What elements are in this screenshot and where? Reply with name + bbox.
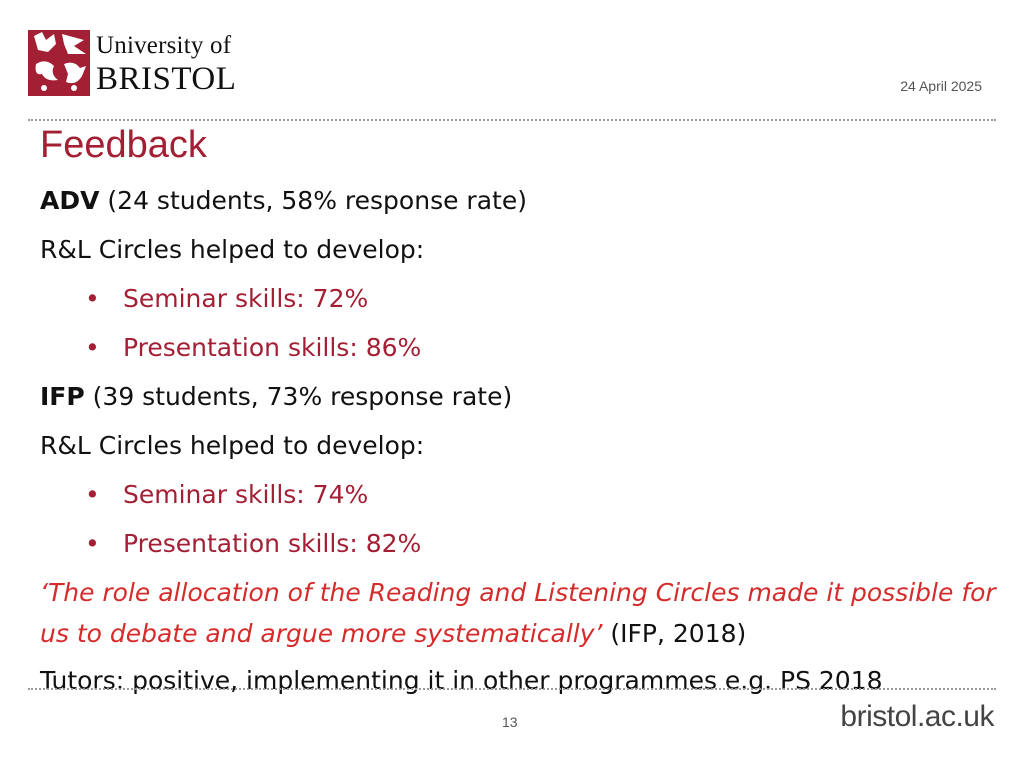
- slide-body: [40, 180, 1000, 709]
- ifp-label: IFP: [40, 382, 85, 411]
- university-logo: [28, 30, 248, 98]
- list-item: [40, 523, 1000, 572]
- tutors-note: Tutors: positive, implementing it in other programmes e.g. PS 2018: [40, 666, 883, 695]
- bullet-text: Seminar skills: 72%: [123, 284, 369, 313]
- footer-divider: [28, 688, 996, 690]
- bullet-text: Presentation skills: 82%: [123, 529, 422, 558]
- logo-text-university: University of: [96, 32, 232, 59]
- adv-heading: [40, 180, 1000, 229]
- bristol-crest-icon: [28, 30, 90, 96]
- ifp-heading: [40, 376, 1000, 425]
- footer-site: bristol.ac.uk: [840, 700, 994, 733]
- ifp-detail: (39 students, 73% response rate): [92, 382, 513, 411]
- quote-source: (IFP, 2018): [610, 619, 747, 648]
- bullet-text: Presentation skills: 86%: [123, 333, 422, 362]
- ifp-intro: R&L Circles helped to develop:: [40, 431, 425, 460]
- bullet-icon: •: [85, 480, 100, 509]
- adv-label: ADV: [40, 186, 100, 215]
- bullet-icon: •: [85, 529, 100, 558]
- bullet-icon: •: [85, 284, 100, 313]
- slide-date: 24 April 2025: [900, 78, 982, 94]
- list-item: [40, 327, 1000, 376]
- header-divider: [28, 119, 996, 121]
- slide-title: Feedback: [40, 124, 207, 166]
- adv-intro: R&L Circles helped to develop:: [40, 235, 425, 264]
- bullet-text: Seminar skills: 74%: [123, 480, 369, 509]
- quote-text: ‘The role allocation of the Reading and Listening Circles made it possible for us to debate and argue more systematically’: [40, 578, 996, 648]
- list-item: [40, 278, 1000, 327]
- student-quote: [40, 572, 1000, 660]
- list-item: [40, 474, 1000, 523]
- bullet-icon: •: [85, 333, 100, 362]
- adv-detail: (24 students, 58% response rate): [107, 186, 527, 215]
- logo-text-bristol: BRISTOL: [96, 61, 237, 97]
- page-number: 13: [502, 714, 518, 730]
